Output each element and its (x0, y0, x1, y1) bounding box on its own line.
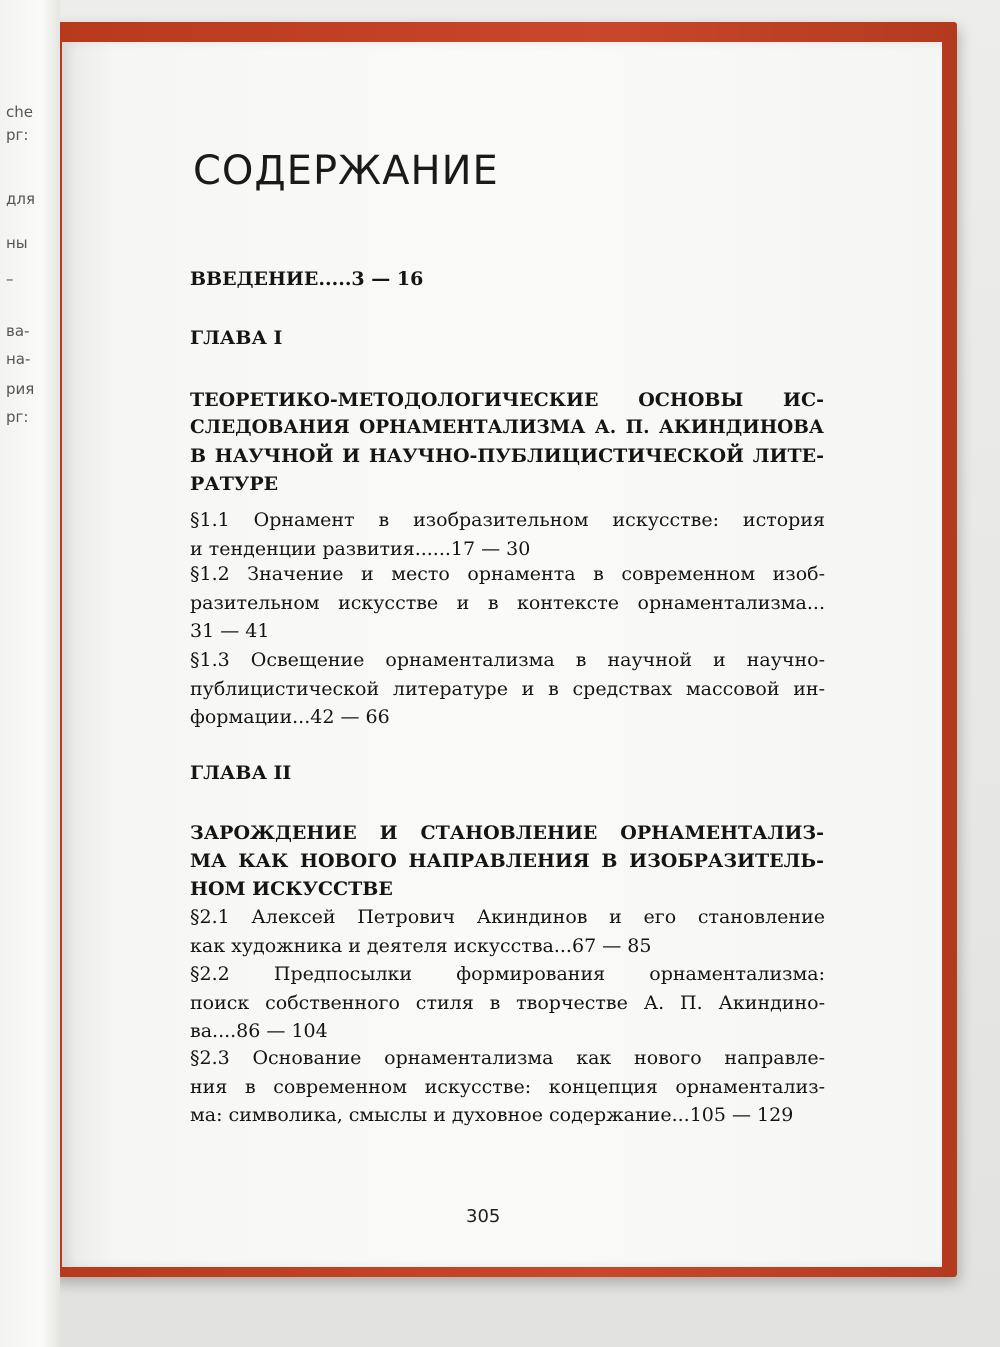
page-title: СОДЕРЖАНИЕ (193, 148, 499, 194)
toc-line: ва....86 — 104 (190, 1020, 328, 1042)
toc-line: формации...42 — 66 (190, 706, 390, 728)
chapter-1-heading (190, 386, 824, 498)
page-number: 305 (466, 1206, 501, 1227)
chapter-1-heading-line: В НАУЧНОЙ И НАУЧНО-ПУБЛИЦИСТИЧЕСКОЙ ЛИТЕ- (190, 445, 824, 467)
left-text-fragment: – (6, 270, 14, 288)
toc-line: и тенденции развития......17 — 30 (190, 537, 531, 560)
toc-line: ма: символика, смыслы и духовное содержание...105 — 129 (190, 1104, 794, 1126)
chapter-2-heading-line: ЗАРОЖДЕНИЕ И СТАНОВЛЕНИЕ ОРНАМЕНТАЛИЗ- (190, 822, 824, 844)
left-text-fragment: che (6, 103, 33, 121)
toc-line: разительном искусстве и в контексте орнаментализма... (190, 591, 825, 614)
toc-section-1-3 (190, 646, 825, 732)
chapter-2-label: ГЛАВА II (190, 762, 292, 784)
toc-line: 31 — 41 (190, 620, 270, 642)
left-text-fragment: рг: (6, 126, 29, 144)
toc-line: поиск собственного стиля в творчестве А. П. Акиндино- (190, 991, 825, 1014)
toc-line: публицистической литературе и в средствах массовой ин- (190, 677, 825, 700)
toc-section-2-2 (190, 960, 825, 1046)
left-text-fragment: ны (6, 234, 28, 252)
toc-line: §2.3 Основание орнаментализма как нового направле- (190, 1047, 825, 1069)
intro-entry: ВВЕДЕНИЕ.....3 — 16 (190, 268, 424, 290)
previous-page-edge (0, 0, 60, 1347)
left-text-fragment: на- (6, 350, 31, 368)
toc-line: §1.3 Освещение орнаментализма в научной и научно- (190, 649, 825, 671)
toc-line: §2.1 Алексей Петрович Акиндинов и его становление (190, 906, 825, 928)
chapter-2-heading-line: НОМ ИСКУССТВЕ (190, 878, 393, 900)
chapter-2-heading (190, 819, 824, 903)
left-text-fragment: рг: (6, 408, 29, 426)
toc-section-1-2 (190, 560, 825, 646)
left-text-fragment: для (6, 190, 35, 208)
chapter-1-heading-line: СЛЕДОВАНИЯ ОРНАМЕНТАЛИЗМА А. П. АКИНДИНОВА (190, 417, 824, 438)
chapter-1-heading-line: РАТУРЕ (190, 473, 279, 495)
left-text-fragment: рия (6, 380, 35, 398)
toc-section-1-1 (190, 506, 825, 563)
chapter-1-heading-line: ТЕОРЕТИКО-МЕТОДОЛОГИЧЕСКИЕ ОСНОВЫ ИС- (190, 389, 824, 411)
left-text-fragment: ва- (6, 322, 30, 340)
toc-section-2-3 (190, 1044, 825, 1130)
toc-section-2-1 (190, 903, 825, 960)
chapter-2-heading-line: МА КАК НОВОГО НАПРАВЛЕНИЯ В ИЗОБРАЗИТЕЛЬ- (190, 850, 824, 872)
chapter-1-label: ГЛАВА I (190, 327, 283, 349)
toc-line: ния в современном искусстве: концепция орнаментализ- (190, 1075, 825, 1098)
toc-line: §1.2 Значение и место орнамента в современном изоб- (190, 563, 825, 585)
toc-line: §2.2 Предпосылки формирования орнаментализма: (190, 963, 825, 985)
toc-line: как художника и деятеля искусства...67 — 85 (190, 934, 652, 957)
toc-line: §1.1 Орнамент в изобразительном искусстве: история (190, 509, 825, 531)
